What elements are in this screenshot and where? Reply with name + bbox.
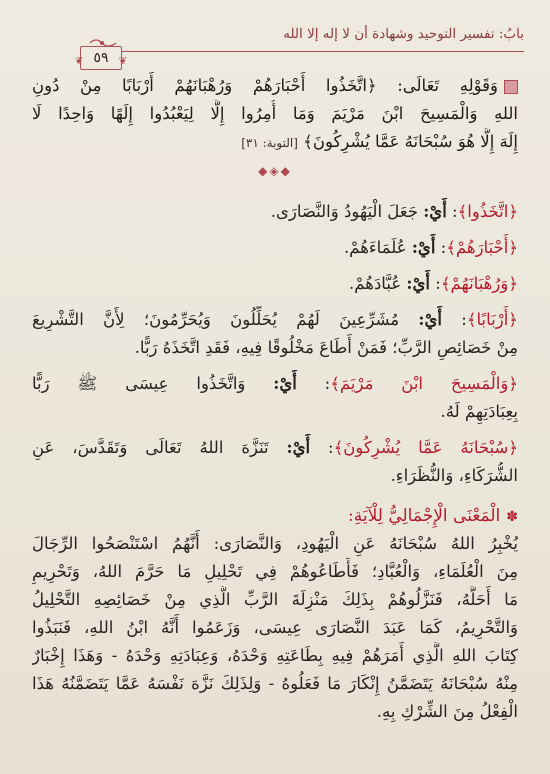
glossary-line: ﴿وَالْمَسِيحَ ابْنَ مَرْيَمَ﴾: أَيْ: وَاتَّخَذُوا عِيسَى ﷺ رَبًّا xyxy=(32,374,518,393)
header-rule xyxy=(90,51,524,52)
glossary-term: ﴿وَرُهْبَانَهُمْ﴾ xyxy=(440,274,518,293)
glossary-definition: عُلَمَاءَهُمْ. xyxy=(344,238,407,257)
page-number-ornament-left-icon: ❦ xyxy=(75,56,84,67)
glossary-item xyxy=(32,306,518,362)
chapter-title-text: تفسير التوحيد وشهادة أن لا إله إلا الله xyxy=(283,26,495,42)
section-heading xyxy=(32,502,518,530)
chapter-title xyxy=(283,26,524,42)
section-heading-text: الْمَعْنَى الْإِجْمَالِيُّ لِلْآيَةِ: xyxy=(348,506,501,526)
summary-line: وَالتَّحْرِيمُ، كَمَا عَبَدَ النَّصَارَى عِيسَى، وَزَعَمُوا أَنَّهُ ابْنُ اللهِ، فَنَبَذُوا xyxy=(32,618,518,637)
glossary-definition: مُشَرِّعِينَ لَهُمْ يُحَلِّلُونَ وَيُحَرِّمُونَ؛ لِأَنَّ التَّشْرِيعَ xyxy=(32,310,400,329)
glossary-term: ﴿اتَّخَذُوا﴾ xyxy=(457,202,518,221)
glossary-term: ﴿سُبْحَانَهُ عَمَّا يُشْرِكُونَ﴾ xyxy=(333,438,518,457)
glossary-ay: أَيْ: xyxy=(411,238,436,257)
glossary-definition: تَنَزَّهَ اللهُ تَعَالَى وَتَقَدَّسَ، عَنِ xyxy=(32,438,269,457)
summary-line: مِنْهُ سُبْحَانَهُ يَتَضَمَّنُ إِنْكَارَ مَا فَعَلُوهُ - وَلِذَلِكَ نَزَّهَ نَفْسَهُ عَمَّا يَتَضَمَّنُهُ هَذَا xyxy=(32,674,518,693)
page-number-ornament-right-icon: ❦ xyxy=(118,56,127,67)
glossary-line: ﴿سُبْحَانَهُ عَمَّا يُشْرِكُونَ﴾: أَيْ: تَنَزَّهَ اللهُ تَعَالَى وَتَقَدَّسَ، عَنِ xyxy=(32,438,518,457)
verse-line-text: وَقَوْلِهِ تَعَالَى: ﴿اتَّخَذُوا أَحْبَارَهُمْ وَرُهْبَانَهُمْ أَرْبَابًا مِنْ دُونِ xyxy=(32,76,498,95)
glossary-item xyxy=(32,370,518,426)
verse-line-text: إِلَهَ إِلَّا هُوَ سُبْحَانَهُ عَمَّا يُشْرِكُونَ﴾ xyxy=(303,132,518,151)
summary-line: مَا أَحَلَّهُ، فَنَزَّلُوهُمْ بِذَلِكَ مَنْزِلَةَ الرَّبِّ الَّذِي مِنْ خَصَائِصِهِ التَّحْلِيلُ xyxy=(32,590,518,609)
separator-ornament-icon: ◆◈◆ xyxy=(258,164,292,178)
glossary-item xyxy=(32,434,518,490)
verse-line xyxy=(32,128,518,156)
summary-line: مِنَ الْعُلَمَاءِ، وَالْعُبَّادِ؛ فَأَطَاعُوهُمْ فِي تَحْلِيلِ مَا حَرَّمَ اللهُ، وَتَحْرِيمِ xyxy=(32,562,518,581)
glossary-item: ﴿وَرُهْبَانَهُمْ﴾: أَيْ: عُبَّادَهُمْ. xyxy=(349,274,518,293)
glossary-line: بِعِبَادَتِهِمْ لَهُ. xyxy=(440,402,518,421)
glossary-term: ﴿أَرْبَابًا﴾ xyxy=(466,310,518,329)
verse-reference: [التوبة: ٣١] xyxy=(241,136,298,150)
page-number-box xyxy=(75,46,127,70)
glossary-definition: عُبَّادَهُمْ. xyxy=(349,274,402,293)
glossary-line: ﴿أَرْبَابًا﴾: أَيْ: مُشَرِّعِينَ لَهُمْ يُحَلِّلُونَ وَيُحَرِّمُونَ؛ لِأَنَّ التَّشْرِيعَ xyxy=(32,310,518,329)
summary-line: يُخْبِرُ اللهُ سُبْحَانَهُ عَنِ الْيَهُودِ، وَالنَّصَارَى: أَنَّهُمُ اسْتَنْصَحُوا الرِّجَالَ xyxy=(32,534,518,553)
verse-line xyxy=(32,72,518,100)
verse-block xyxy=(32,72,518,156)
glossary-item: ﴿اتَّخَذُوا﴾: أَيْ: جَعَلَ الْيَهُودُ وَالنَّصَارَى. xyxy=(270,202,518,221)
glossary-ay: أَيْ: xyxy=(406,274,431,293)
glossary-definition: وَاتَّخَذُوا عِيسَى ﷺ رَبًّا xyxy=(32,374,246,393)
summary-line: الْفِعْلُ مِنَ الشِّرْكِ بِهِ. xyxy=(376,702,518,721)
page-header xyxy=(30,26,524,67)
section-separator xyxy=(32,156,518,190)
glossary-line: مِنْ خَصَائِصِ الرَّبِّ؛ فَمَنْ أَطَاعَ مَخْلُوقًا فِيهِ، فَقَدِ اتَّخَذَهُ رَبًّا. xyxy=(134,338,518,357)
glossary-ay: أَيْ: xyxy=(418,310,443,329)
summary-line: كِتَابَ اللهِ الَّذِي أَمَرَهُمْ فِيهِ بِطَاعَتِهِ وَحْدَهُ، وَعِبَادَتِهِ وَحْدَهُ - وَهَذَا إِخْبَارٌ xyxy=(32,646,518,665)
glossary-definition: جَعَلَ الْيَهُودُ وَالنَّصَارَى. xyxy=(270,202,418,221)
glossary-ay: أَيْ: xyxy=(273,374,297,393)
glossary-ay: أَيْ: xyxy=(423,202,447,221)
page-number: ٥٩ xyxy=(93,50,109,66)
glossary-item: ﴿أَحْبَارَهُمْ﴾: أَيْ: عُلَمَاءَهُمْ. xyxy=(344,238,518,257)
verse-marker-icon xyxy=(504,80,518,94)
summary-paragraph xyxy=(32,530,518,726)
heading-bullet-icon: ✽ xyxy=(506,509,518,525)
verse-line: اللهِ وَالْمَسِيحَ ابْنَ مَرْيَمَ وَمَا أُمِرُوا إِلَّا لِيَعْبُدُوا إِلَهًا وَاحِدًا لَا xyxy=(32,104,518,123)
glossary-line: الشُّرَكَاءِ، وَالنُّظَرَاءِ. xyxy=(390,466,518,485)
chapter-title-prefix: بابُ: xyxy=(498,26,524,42)
page-body xyxy=(32,72,518,726)
glossary-term: ﴿أَحْبَارَهُمْ﴾ xyxy=(446,238,518,257)
glossary-term: ﴿وَالْمَسِيحَ ابْنَ مَرْيَمَ﴾ xyxy=(330,374,518,393)
glossary-ay: أَيْ: xyxy=(286,438,311,457)
